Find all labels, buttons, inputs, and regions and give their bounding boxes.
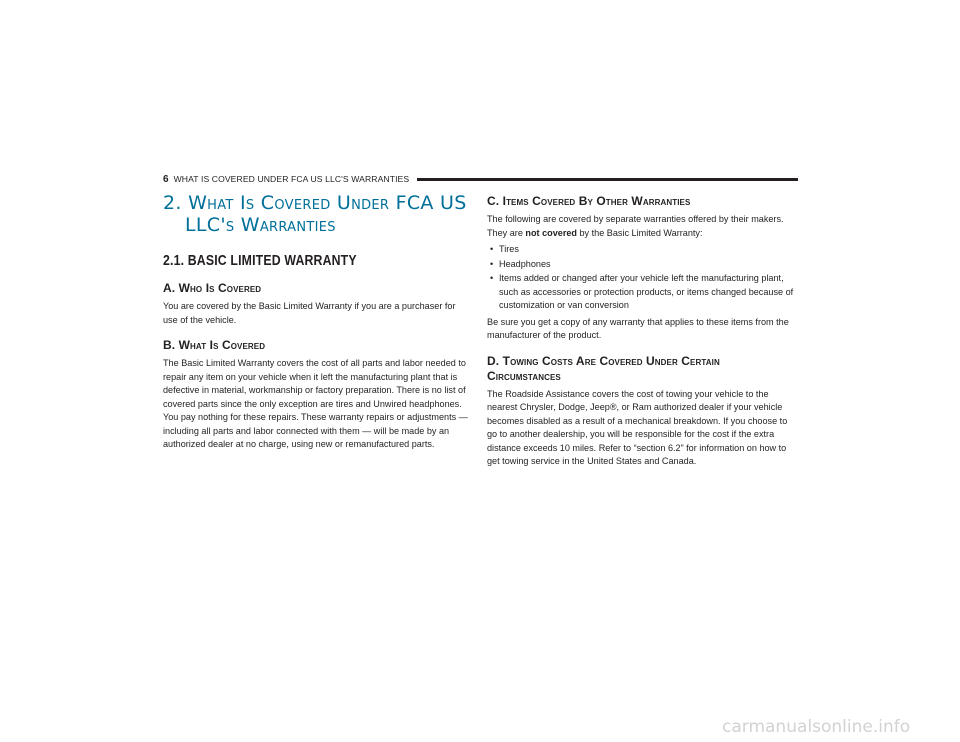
subsection-c-intro-line1: The following are covered by separate warranties offered by their makers. (487, 214, 784, 224)
watermark: carmanualsonline.info (722, 717, 911, 737)
left-column (163, 192, 469, 455)
right-column (487, 192, 799, 472)
chapter-title-line1: 2. What Is Covered Under FCA US (163, 192, 467, 214)
subsection-c-intro-before: They are (487, 227, 526, 238)
subsection-d-title-line2: Circumstances (487, 368, 561, 383)
subsection-c-intro (487, 213, 799, 240)
subsection-b-title: B. What Is Covered (163, 338, 266, 352)
subsection-c-intro-after: by the Basic Limited Warranty: (576, 227, 703, 238)
header-rule (417, 178, 798, 181)
page-number: 6 (163, 173, 169, 185)
section-title: 2.1. BASIC LIMITED WARRANTY (163, 252, 357, 269)
subsection-c-title: C. Items Covered By Other Warranties (487, 194, 691, 208)
chapter-title-line2: LLC's Warranties (185, 214, 336, 236)
subsection-d-title-line1: D. Towing Costs Are Covered Under Certain (487, 353, 720, 368)
subsection-d-body: The Roadside Assistance covers the cost of towing your vehicle to the nearest Chrysler, Dodge, Jeep®, or Ram authorized dealer if your vehicle becomes disabled as a result of a mechanical breakdown. If you choose to go to another dealership, you will be responsible for the cost if the extra distance exceeds 10 miles. Refer to “section 6.2” for information on how to get towing service in the United States and Canada. (487, 388, 788, 466)
chapter-title (163, 192, 469, 236)
list-item: • Items added or changed after your vehicle left the manufacturing plant, such as accessories or protection products, or items changed because of customization or van conversion (487, 272, 799, 313)
subsection-c-outro: Be sure you get a copy of any warranty that applies to these items from the manufacturer of the product. (487, 316, 789, 340)
subsection-d-title (487, 354, 799, 384)
list-item: • Headphones (487, 258, 799, 272)
not-covered-emphasis: not covered (525, 227, 577, 238)
running-title: WHAT IS COVERED UNDER FCA US LLC'S WARRANTIES (173, 174, 410, 184)
other-warranties-list (487, 243, 799, 313)
page-header (163, 171, 798, 187)
subsection-a-title: A. Who Is Covered (163, 281, 262, 295)
subsection-a-body: You are covered by the Basic Limited Warranty if you are a purchaser for use of the vehicle. (163, 301, 456, 325)
list-item: • Tires (487, 243, 799, 257)
subsection-b-body: The Basic Limited Warranty covers the cost of all parts and labor needed to repair any item on your vehicle when it left the manufacturing plant that is defective in material, workmanship or factory preparation. There is no list of covered parts since the only exception are tires and Unwired headphones. You pay nothing for these repairs. These warranty repairs or adjustments — including all parts and labor connected with them — will be made by an authorized dealer at no charge, using new or remanufactured parts. (163, 358, 468, 449)
